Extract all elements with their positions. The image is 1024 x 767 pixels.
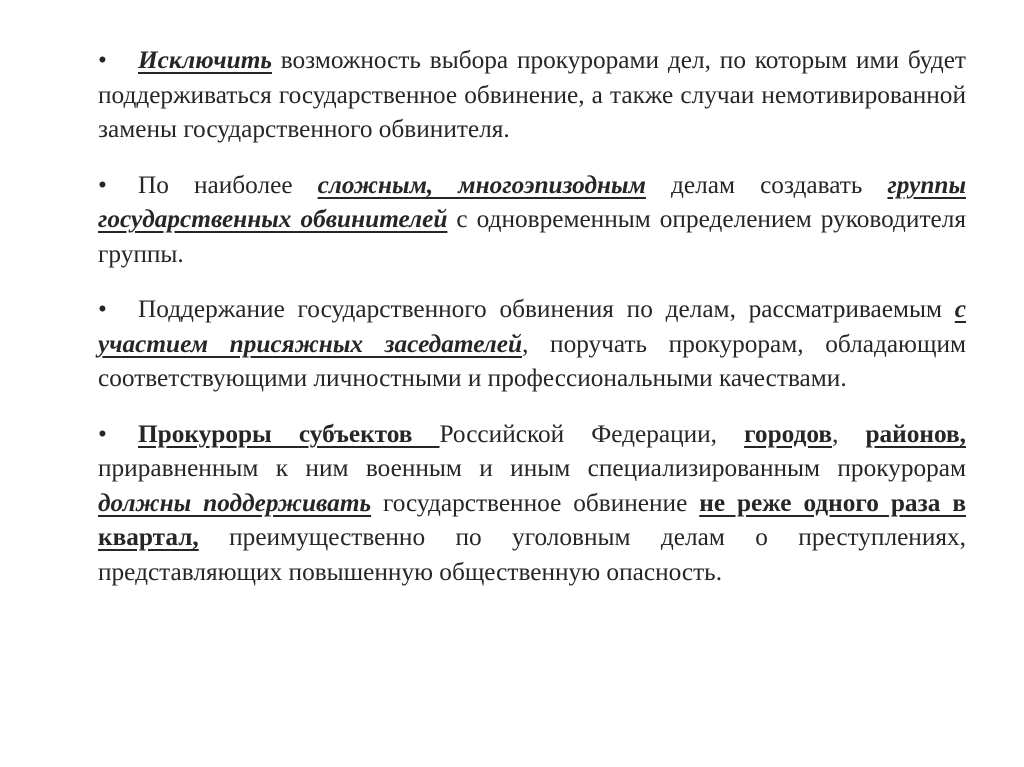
item-text <box>98 292 966 396</box>
item-text <box>98 417 966 590</box>
text-run: с одновременным определением руководителя группы. <box>98 205 967 268</box>
text-run: преимущественно по уголовным делам о преступлениях, представляющих повышенную общественную опасность. <box>98 523 966 586</box>
bullet-item-1 <box>98 43 966 147</box>
text-run: возможность выбора прокурорами дел, по которым ими будет поддерживаться государственное обвинение, а также случаи немотивированной замены государственного обвинителя. <box>98 46 966 143</box>
emphasis-bold-italic: группы государственных обвинителей <box>98 170 967 233</box>
text-run: , поручать прокурорам, обладающим соответствующими личностными и профессиональными качествами. <box>98 329 966 392</box>
bullet-icon: • <box>98 46 107 74</box>
emphasis-bold-italic: сложным, многоэпизодным <box>317 170 646 199</box>
emphasis-bold-italic: с участием присяжных заседателей <box>98 295 966 358</box>
item-text <box>98 43 966 147</box>
emphasis-bold: городов <box>744 419 833 448</box>
bullet-item-3 <box>98 292 966 396</box>
text-run: Российской Федерации, <box>439 419 745 448</box>
emphasis-bold-italic: должны поддерживать <box>98 488 372 517</box>
text-run: государственное обвинение <box>371 488 700 517</box>
bullet-icon: • <box>98 170 107 199</box>
bullet-item-4 <box>98 417 966 590</box>
emphasis-bold: районов, <box>865 419 966 448</box>
text-run: , <box>832 419 866 448</box>
text-run: По наиболее <box>138 170 318 199</box>
bullet-icon: • <box>98 419 107 448</box>
item-text <box>98 168 966 272</box>
emphasis-bold-italic: Исключить <box>138 46 272 74</box>
text-run: приравненным к ним военным и иным специализированным прокурорам <box>98 454 966 482</box>
text-run: делам создавать <box>645 170 888 199</box>
bullet-icon: • <box>98 295 107 323</box>
emphasis-bold: Прокуроры субъектов <box>138 419 440 448</box>
emphasis-bold: не реже одного раза в квартал, <box>98 488 966 551</box>
text-run: Поддержание государственного обвинения по делам, рассматриваемым <box>138 295 955 323</box>
bullet-item-2 <box>98 168 966 272</box>
